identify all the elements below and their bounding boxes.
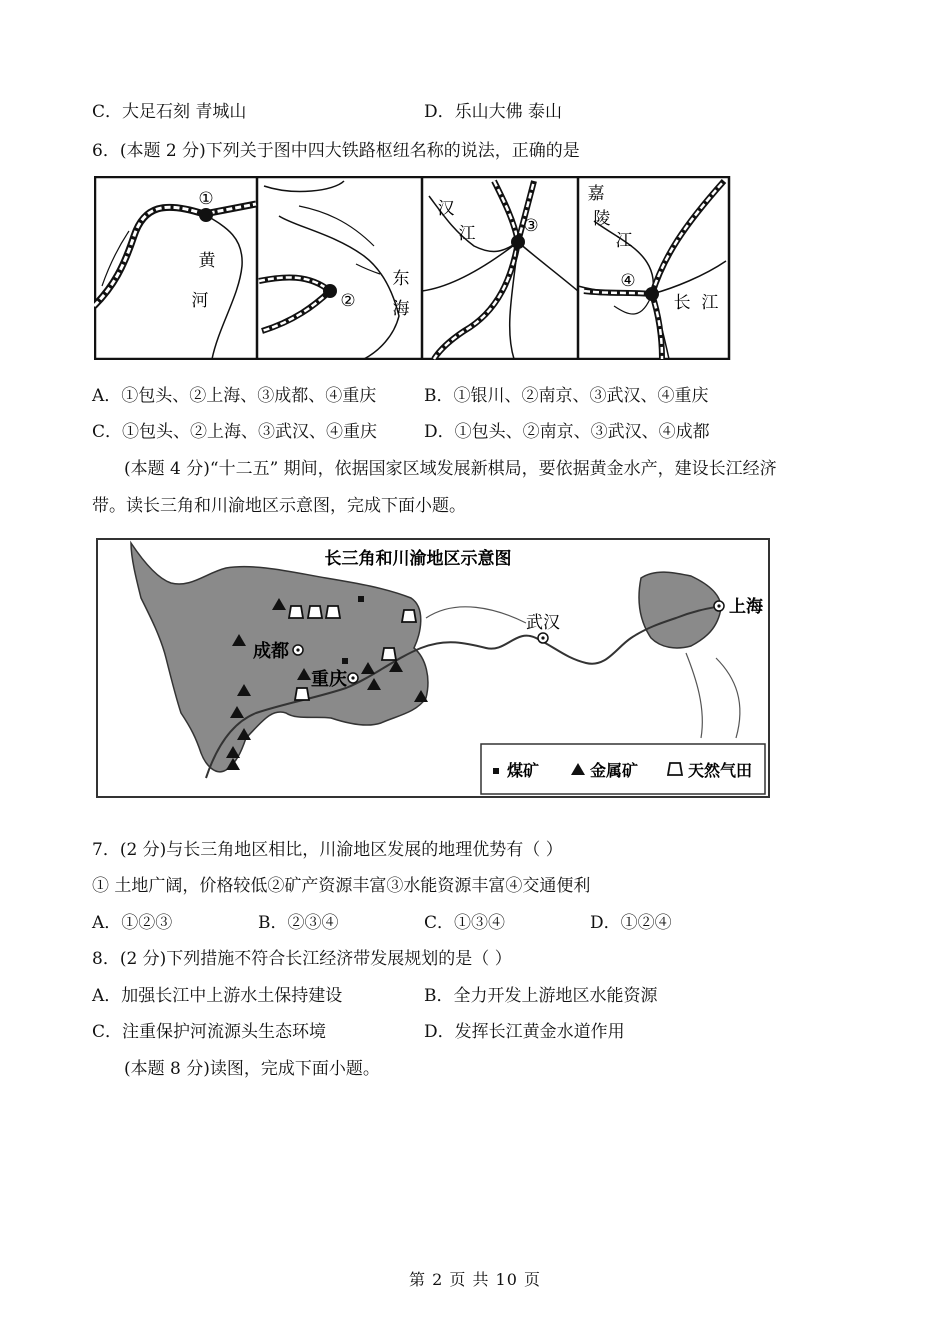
intro-7-8-line1: (本题 4 分)“十二五” 期间，依据国家区域发展新棋局，要依据黄金水产，建设长江经济 [124, 459, 777, 479]
q7-option-d: D．①②④ [590, 913, 672, 933]
q8-stem: 8．(2 分)下列措施不符合长江经济带发展规划的是（ ） [92, 949, 512, 969]
page-footer: 第 2 页 共 10 页 [409, 1270, 541, 1289]
city-chengdu-label: 成都 [253, 641, 289, 662]
map2-label-hai: 海 [392, 299, 410, 319]
q6-option-c: C．①包头、②上海、③武汉、④重庆 [92, 422, 378, 442]
hub-3-marker [511, 235, 525, 249]
q8-option-d: D．发挥长江黄金水道作用 [424, 1022, 625, 1042]
hub-2-marker [323, 284, 337, 298]
map1-label-1: ① [198, 189, 214, 209]
q6-option-a: A．①包头、②上海、③成都、④重庆 [92, 386, 377, 406]
next-intro: (本题 8 分)读图，完成下面小题。 [124, 1059, 380, 1079]
q6-option-b: B．①银川、②南京、③武汉、④重庆 [424, 386, 709, 406]
panel-2 [259, 181, 410, 359]
legend-coal: 煤矿 [507, 761, 540, 780]
q7-option-c: C．①③④ [424, 913, 506, 933]
intro-7-8-line2: 带。读长三角和川渝地区示意图，完成下面小题。 [92, 496, 466, 516]
map4-label-jiang: 江 [615, 231, 633, 251]
yangtze-region-map [96, 538, 772, 800]
map4-label-jia: 嘉 [587, 184, 605, 204]
q6-option-d: D．①包头、②南京、③武汉、④成都 [424, 422, 710, 442]
city-shanghai-label: 上海 [729, 597, 763, 617]
city-chongqing-label: 重庆 [311, 669, 347, 690]
q8-option-c: C．注重保护河流源头生态环境 [92, 1022, 327, 1042]
map1-label-he: 河 [191, 291, 209, 311]
q7-items: ① 土地广阔，价格较低②矿产资源丰富③水能资源丰富④交通便利 [92, 876, 591, 896]
legend-metal: 金属矿 [590, 761, 639, 780]
map3-label-han: 汉 [437, 199, 455, 219]
panel-1 [94, 189, 256, 359]
q8-option-b: B．全力开发上游地区水能资源 [424, 986, 658, 1006]
railway-hub-maps [94, 176, 731, 360]
map4-label-changjiang: 长 江 [673, 293, 719, 313]
map2-label-2: ② [340, 291, 356, 311]
map-legend [481, 744, 765, 794]
q8-option-a: A．加强长江中上游水土保持建设 [92, 986, 343, 1006]
panel-3 [422, 181, 578, 359]
q5-option-c: C．大足石刻 青城山 [92, 102, 247, 122]
map3-label-jiang: 江 [458, 224, 476, 244]
map1-label-huang: 黄 [198, 251, 216, 271]
map2-title: 长三角和川渝地区示意图 [324, 549, 512, 569]
map4-label-ling: 陵 [593, 209, 611, 229]
legend-gas: 天然气田 [688, 761, 753, 780]
q7-option-b: B．②③④ [258, 913, 339, 933]
q7-stem: 7．(2 分)与长三角地区相比，川渝地区发展的地理优势有（ ） [92, 840, 563, 860]
map2-label-dong: 东 [392, 269, 410, 289]
q7-option-a: A．①②③ [92, 913, 173, 933]
city-wuhan-label: 武汉 [526, 613, 560, 633]
q5-option-d: D．乐山大佛 泰山 [424, 102, 563, 122]
hub-1-marker [199, 208, 213, 222]
panel-4 [578, 181, 726, 359]
hub-4-marker [645, 287, 659, 301]
map4-label-4: ④ [620, 271, 636, 291]
q6-stem: 6．(本题 2 分)下列关于图中四大铁路枢纽名称的说法，正确的是 [92, 141, 580, 161]
map3-label-3: ③ [523, 216, 539, 236]
